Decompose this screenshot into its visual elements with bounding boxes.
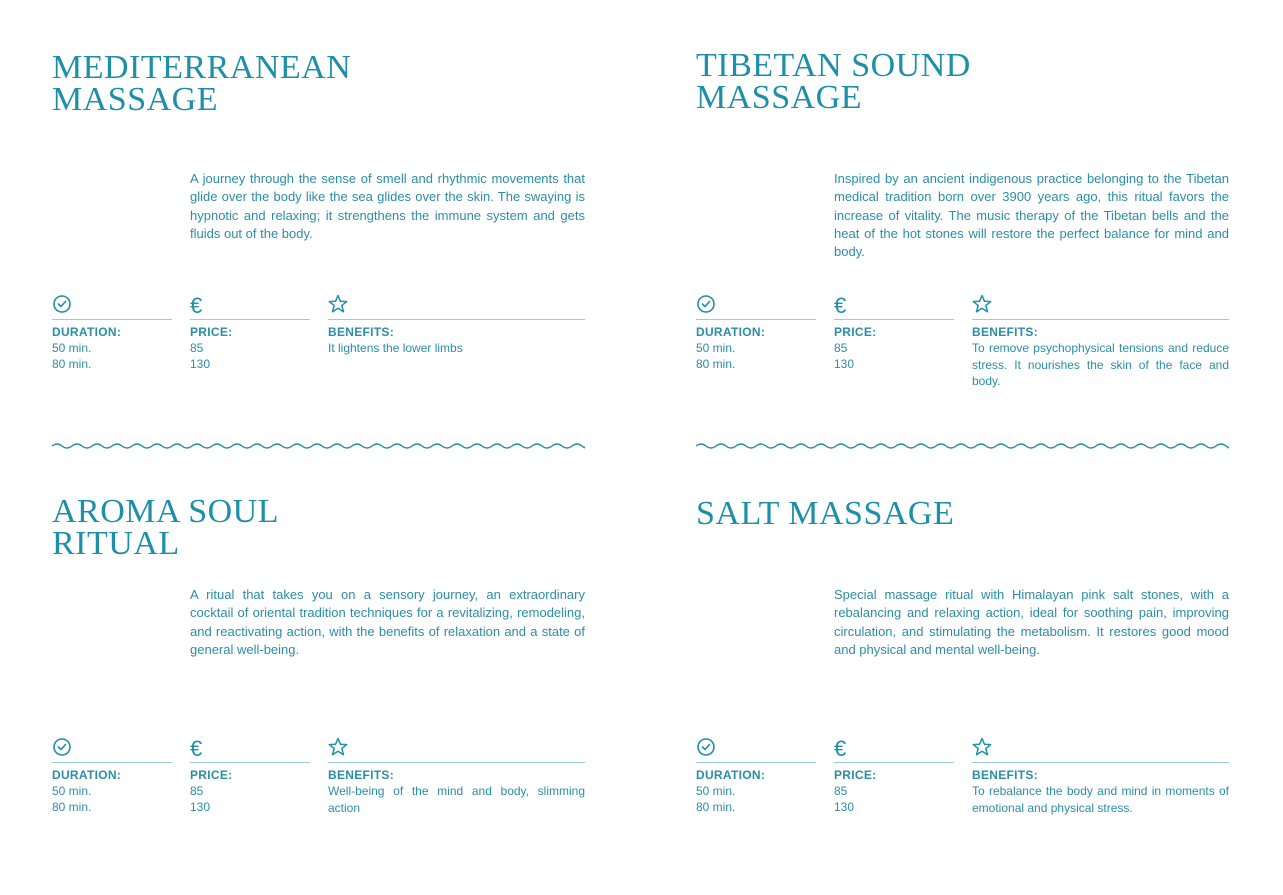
clock-icon bbox=[696, 737, 816, 759]
benefits-label: BENEFITS: bbox=[328, 325, 395, 339]
benefits-text: To rebalance the body and mind in moments of emotional and physical stress. bbox=[972, 784, 1229, 815]
column-divider bbox=[972, 762, 1229, 763]
star-icon bbox=[328, 294, 585, 316]
title-line: MASSAGE bbox=[52, 81, 218, 118]
column-divider bbox=[834, 319, 954, 320]
star-icon bbox=[972, 737, 1229, 759]
price-label: PRICE: bbox=[190, 768, 233, 782]
benefits-label: BENEFITS: bbox=[972, 325, 1039, 339]
treatment-card-tibetan bbox=[696, 47, 1229, 395]
benefits-text: Well-being of the mind and body, slimming action bbox=[328, 784, 585, 815]
duration-column bbox=[696, 737, 816, 815]
euro-icon bbox=[834, 737, 954, 759]
price-column bbox=[834, 737, 954, 815]
column-divider bbox=[696, 319, 816, 320]
title-line: TIBETAN SOUND bbox=[696, 47, 971, 84]
price-column bbox=[834, 294, 954, 372]
duration-label: DURATION: bbox=[696, 768, 766, 782]
duration-value: 80 min. bbox=[696, 800, 736, 814]
column-divider bbox=[834, 762, 954, 763]
column-divider bbox=[328, 762, 585, 763]
treatment-title bbox=[696, 47, 971, 116]
price-value: 85 bbox=[190, 341, 204, 355]
column-divider bbox=[696, 762, 816, 763]
duration-label: DURATION: bbox=[696, 325, 766, 339]
treatment-description: A journey through the sense of smell and rhythmic movements that glide over the body like the sea glides over the skin. The swaying is hypnotic and relaxing; it strengthens the immune system and gets fluids out of the body. bbox=[190, 171, 585, 241]
euro-icon bbox=[190, 294, 310, 316]
benefits-text: It lightens the lower limbs bbox=[328, 341, 463, 355]
column-divider bbox=[328, 319, 585, 320]
wave-divider bbox=[52, 441, 585, 451]
treatment-title bbox=[696, 495, 955, 532]
star-icon bbox=[972, 294, 1229, 316]
treatment-title bbox=[52, 493, 279, 562]
column-divider bbox=[972, 319, 1229, 320]
euro-icon bbox=[834, 294, 954, 316]
price-label: PRICE: bbox=[834, 768, 877, 782]
price-column bbox=[190, 737, 310, 815]
treatment-description: Inspired by an ancient indigenous practice belonging to the Tibetan medical tradition born over 3900 years ago, this ritual favors the increase of vitality. The music therapy of the Tibetan bells and the heat of the hot stones will restore the perfect balance for mind and body. bbox=[834, 171, 1229, 260]
duration-label: DURATION: bbox=[52, 325, 122, 339]
price-value: 85 bbox=[190, 784, 204, 798]
euro-icon bbox=[190, 737, 310, 759]
price-value: 130 bbox=[190, 800, 211, 814]
column-divider bbox=[52, 319, 172, 320]
title-line: RITUAL bbox=[52, 525, 180, 562]
benefits-column bbox=[972, 737, 1229, 816]
treatment-title bbox=[52, 49, 352, 118]
treatment-card-mediterranean bbox=[52, 49, 585, 382]
duration-column bbox=[696, 294, 816, 372]
price-column bbox=[190, 294, 310, 372]
price-value: 130 bbox=[834, 357, 855, 371]
price-value: 130 bbox=[190, 357, 211, 371]
duration-value: 50 min. bbox=[52, 784, 92, 798]
treatment-description: Special massage ritual with Himalayan pink salt stones, with a rebalancing and relaxing action, ideal for soothing pain, improving circulation, and stimulating the metabolism. It restores good mood and physical and mental well-being. bbox=[834, 587, 1229, 657]
duration-column bbox=[52, 737, 172, 815]
treatment-card-salt bbox=[696, 495, 1229, 828]
benefits-label: BENEFITS: bbox=[972, 768, 1039, 782]
duration-value: 80 min. bbox=[52, 800, 92, 814]
price-value: 130 bbox=[834, 800, 855, 814]
treatment-card-aroma-soul bbox=[52, 493, 585, 826]
duration-value: 50 min. bbox=[696, 784, 736, 798]
duration-column bbox=[52, 294, 172, 372]
title-line: SALT MASSAGE bbox=[696, 495, 955, 532]
price-label: PRICE: bbox=[834, 325, 877, 339]
duration-value: 50 min. bbox=[696, 341, 736, 355]
star-icon bbox=[328, 737, 585, 759]
euro-glyph: € bbox=[190, 294, 203, 316]
column-divider bbox=[52, 762, 172, 763]
clock-icon bbox=[696, 294, 816, 316]
treatment-description: A ritual that takes you on a sensory journey, an extraordinary cocktail of oriental tradition techniques for a revitalizing, remodeling, and reactivating action, with the benefits of relaxation and a state of general well-being. bbox=[190, 587, 585, 657]
title-line: AROMA SOUL bbox=[52, 493, 279, 530]
benefits-label: BENEFITS: bbox=[328, 768, 395, 782]
benefits-text: To remove psychophysical tensions and reduce stress. It nourishes the skin of the face and body. bbox=[972, 341, 1229, 388]
price-value: 85 bbox=[834, 341, 848, 355]
euro-glyph: € bbox=[834, 737, 847, 759]
benefits-column bbox=[328, 294, 585, 357]
clock-icon bbox=[52, 737, 172, 759]
column-divider bbox=[190, 762, 310, 763]
benefits-column bbox=[972, 294, 1229, 390]
column-divider bbox=[190, 319, 310, 320]
duration-value: 80 min. bbox=[696, 357, 736, 371]
duration-value: 50 min. bbox=[52, 341, 92, 355]
duration-value: 80 min. bbox=[52, 357, 92, 371]
benefits-column bbox=[328, 737, 585, 816]
duration-label: DURATION: bbox=[52, 768, 122, 782]
euro-glyph: € bbox=[834, 294, 847, 316]
title-line: MASSAGE bbox=[696, 79, 862, 116]
price-value: 85 bbox=[834, 784, 848, 798]
price-label: PRICE: bbox=[190, 325, 233, 339]
wave-divider bbox=[696, 441, 1229, 451]
title-line: MEDITERRANEAN bbox=[52, 49, 352, 86]
euro-glyph: € bbox=[190, 737, 203, 759]
clock-icon bbox=[52, 294, 172, 316]
